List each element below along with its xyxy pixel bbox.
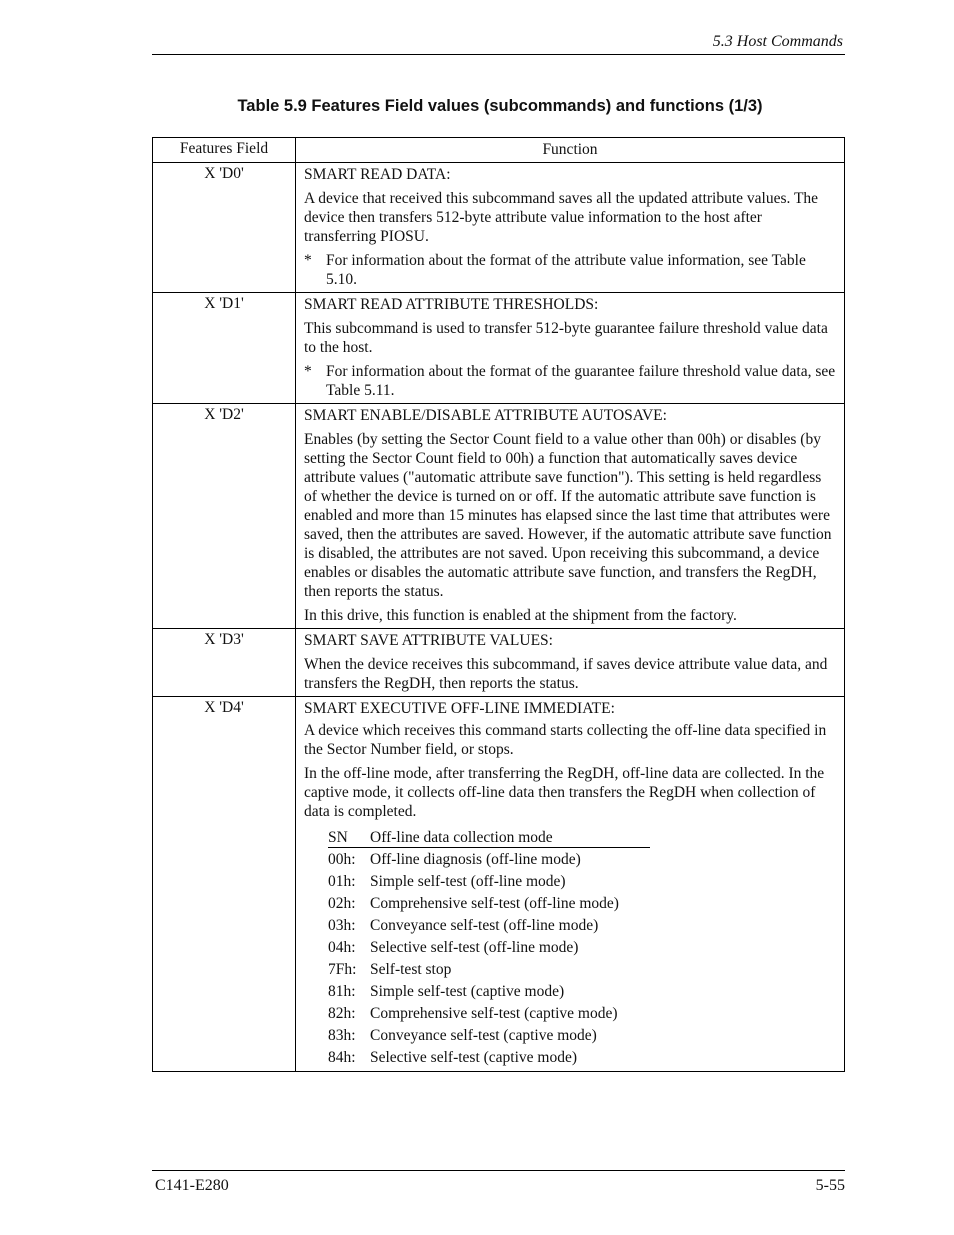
subcommand-title: SMART EXECUTIVE OFF-LINE IMMEDIATE: — [304, 700, 615, 717]
function-cell — [296, 404, 844, 628]
subcommand-title: SMART READ DATA: — [304, 166, 451, 183]
note-text: For information about the format of the attribute value information, see Table 5.10. — [326, 252, 806, 288]
subcommand-title: SMART SAVE ATTRIBUTE VALUES: — [304, 632, 553, 649]
mode-desc: Conveyance self-test (off-line mode) — [370, 916, 599, 934]
table-row — [153, 696, 844, 1071]
mode-row — [328, 870, 838, 892]
mode-code: 04h: — [328, 938, 356, 956]
note-marker: * — [304, 363, 312, 380]
mode-table-header — [328, 827, 650, 848]
function-cell — [296, 697, 844, 1071]
column-header-function: Function — [542, 141, 598, 158]
mode-code: 03h: — [328, 916, 356, 934]
table-row — [153, 292, 844, 403]
mode-row — [328, 892, 838, 914]
function-cell — [296, 293, 844, 403]
features-field-value: X 'D3' — [153, 629, 296, 696]
page-header — [152, 32, 845, 55]
mode-desc: Comprehensive self-test (captive mode) — [370, 1004, 618, 1022]
footer-divider — [152, 1170, 845, 1171]
function-description-2: In the off-line mode, after transferring the RegDH, off-line data are collected. In the captive mode, it collects off-line data then transfers the RegDH when collection of data is completed. — [304, 765, 825, 820]
features-field-value: X 'D2' — [153, 404, 296, 628]
table-row — [153, 628, 844, 696]
table-header-row — [153, 138, 844, 162]
subcommand-title: SMART READ ATTRIBUTE THRESHOLDS: — [304, 296, 599, 313]
mode-desc: Comprehensive self-test (off-line mode) — [370, 894, 619, 912]
mode-row — [328, 1002, 838, 1024]
footnote — [304, 362, 838, 400]
mode-code: 01h: — [328, 872, 356, 890]
footnote — [304, 251, 838, 289]
table-row — [153, 162, 844, 292]
subcommand-title: SMART ENABLE/DISABLE ATTRIBUTE AUTOSAVE: — [304, 407, 667, 424]
mode-row — [328, 980, 838, 1002]
mode-desc: Off-line diagnosis (off-line mode) — [370, 850, 581, 868]
note-marker: * — [304, 252, 312, 269]
note-text: For information about the format of the guarantee failure threshold value data, see Table 5.11. — [326, 363, 836, 399]
function-description: When the device receives this subcommand, if saves device attribute value data, and transfers the RegDH, then reports the status. — [304, 656, 828, 692]
mode-row — [328, 914, 838, 936]
mode-table — [328, 827, 838, 1068]
mode-desc: Simple self-test (captive mode) — [370, 982, 565, 1000]
features-field-value: X 'D1' — [153, 293, 296, 403]
mode-row — [328, 936, 838, 958]
mode-desc: Conveyance self-test (captive mode) — [370, 1026, 597, 1044]
mode-code: 00h: — [328, 850, 356, 868]
mode-header-desc: Off-line data collection mode — [370, 828, 553, 846]
mode-desc: Selective self-test (captive mode) — [370, 1048, 578, 1066]
document-id: C141-E280 — [155, 1177, 229, 1194]
mode-desc: Simple self-test (off-line mode) — [370, 872, 566, 890]
function-cell — [296, 629, 844, 696]
mode-row — [328, 1024, 838, 1046]
mode-code: 84h: — [328, 1048, 356, 1066]
mode-code: 02h: — [328, 894, 356, 912]
function-description: A device that received this subcommand saves all the updated attribute values. The device then transfers 512-byte attribute value information to the host after transferring PIOSU. — [304, 190, 819, 245]
mode-desc: Selective self-test (off-line mode) — [370, 938, 579, 956]
features-field-value: X 'D0' — [153, 163, 296, 292]
function-description: A device which receives this command starts collecting the off-line data specified in the Sector Number field, or stops. — [304, 722, 827, 758]
mode-row — [328, 958, 838, 980]
table-row — [153, 403, 844, 628]
mode-code: 7Fh: — [328, 960, 357, 978]
mode-row — [328, 1046, 838, 1068]
function-note: In this drive, this function is enabled at the shipment from the factory. — [304, 607, 737, 624]
mode-code: 83h: — [328, 1026, 356, 1044]
function-description: Enables (by setting the Sector Count field to a value other than 00h) or disables (by setting the Sector Count field to 00h) a function that automatically saves device attribute values ("automatic attribute save function"). This setting is held regardless of whether the device is turned on or off. If the automatic attribute save function is enabled and more than 15 minutes has elapsed since the last time that attributes were saved, then the attributes are saved. However, if the automatic attribute save function is disabled, the attributes are not saved. Upon receiving this subcommand, a device enables or disables the automatic attribute save function, and transfers the RegDH, then reports the status. — [304, 431, 832, 600]
mode-row — [328, 848, 838, 870]
page-number: 5-55 — [815, 1177, 845, 1194]
mode-code: 82h: — [328, 1004, 356, 1022]
mode-desc: Self-test stop — [370, 960, 452, 978]
function-cell — [296, 163, 844, 292]
mode-header-sn: SN — [328, 828, 348, 846]
table-caption: Table 5.9 Features Field values (subcommands) and functions (1/3) — [237, 97, 763, 115]
features-table — [152, 137, 845, 1072]
features-field-value: X 'D4' — [153, 697, 296, 1071]
section-title: 5.3 Host Commands — [712, 33, 843, 50]
function-description: This subcommand is used to transfer 512-byte guarantee failure threshold value data to the host. — [304, 320, 828, 356]
mode-code: 81h: — [328, 982, 356, 1000]
column-header-features-field: Features Field — [153, 138, 296, 162]
